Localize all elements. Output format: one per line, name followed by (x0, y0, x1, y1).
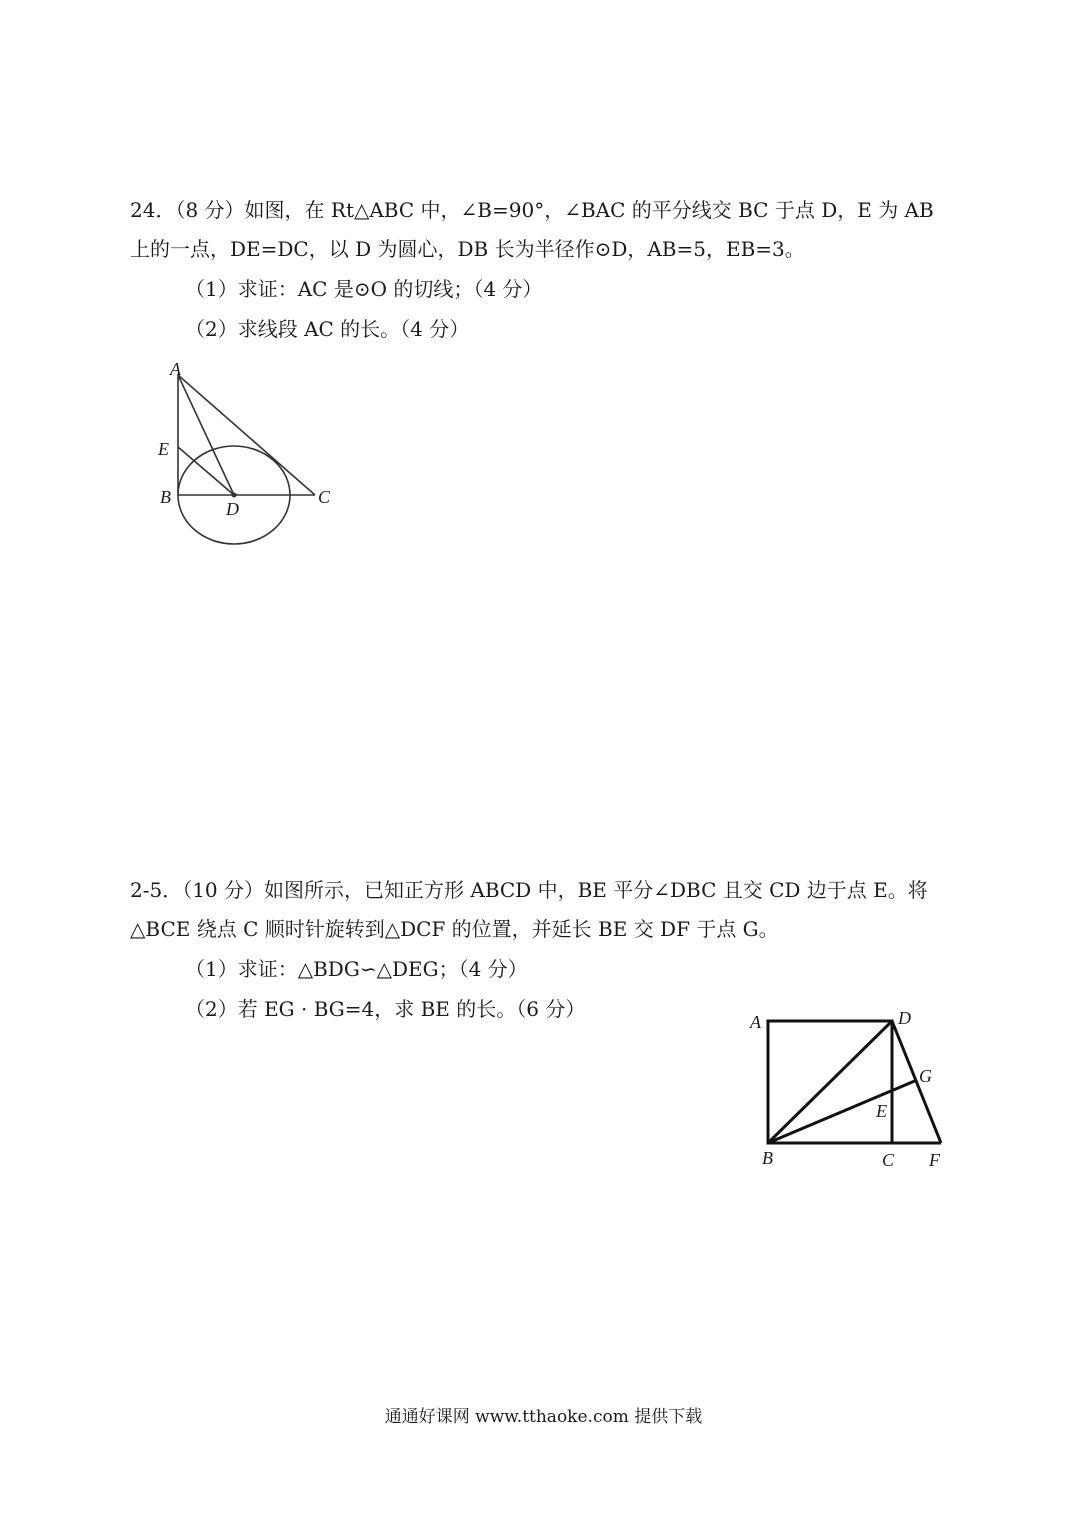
label-e: E (876, 1101, 887, 1121)
segment-ed (178, 447, 234, 495)
q25-part2: （2）若 EG · BG=4，求 BE 的长。（6 分） (185, 997, 586, 1021)
label-b: B (762, 1148, 773, 1168)
label-c: C (318, 487, 331, 507)
segment-ac (178, 375, 315, 495)
q25-stem-line2: △BCE 绕点 C 顺时针旋转到△DCF 的位置，并延长 BE 交 DF 于点 G。 (130, 917, 779, 941)
label-d: D (226, 499, 239, 519)
q24-stem-line1: 24．（8 分）如图，在 Rt△ABC 中，∠B=90°，∠BAC 的平分线交 BC 于点 D，E 为 AB (130, 198, 934, 222)
point-d (232, 493, 237, 498)
label-a: A (750, 1012, 761, 1032)
q24-part1: （1）求证：AC 是⊙O 的切线；（4 分） (185, 277, 543, 301)
q24-figure (140, 355, 340, 555)
segment-df (892, 1021, 941, 1143)
q24-stem-line2: 上的一点，DE=DC，以 D 为圆心，DB 长为半径作⊙D，AB=5，EB=3。 (130, 237, 805, 261)
q24-part2: （2）求线段 AC 的长。（4 分） (185, 317, 470, 341)
page-footer: 通通好课网 www.tthaoke.com 提供下载 (384, 1407, 703, 1427)
label-e: E (158, 439, 169, 459)
label-c: C (882, 1150, 895, 1170)
diagonal-bd (768, 1021, 892, 1143)
label-f: F (929, 1150, 940, 1170)
q25-part1: （1）求证：△BDG∽△DEG；（4 分） (185, 957, 528, 981)
label-a: A (170, 359, 181, 379)
segment-ad (178, 375, 234, 495)
label-g: G (919, 1066, 932, 1086)
q25-figure (740, 1000, 970, 1180)
segment-bg (768, 1080, 917, 1143)
q25-stem-line1: 2-5．（10 分）如图所示，已知正方形 ABCD 中，BE 平分∠DBC 且交 CD 边于点 E。将 (130, 878, 928, 902)
label-d: D (898, 1008, 911, 1028)
label-b: B (160, 487, 171, 507)
